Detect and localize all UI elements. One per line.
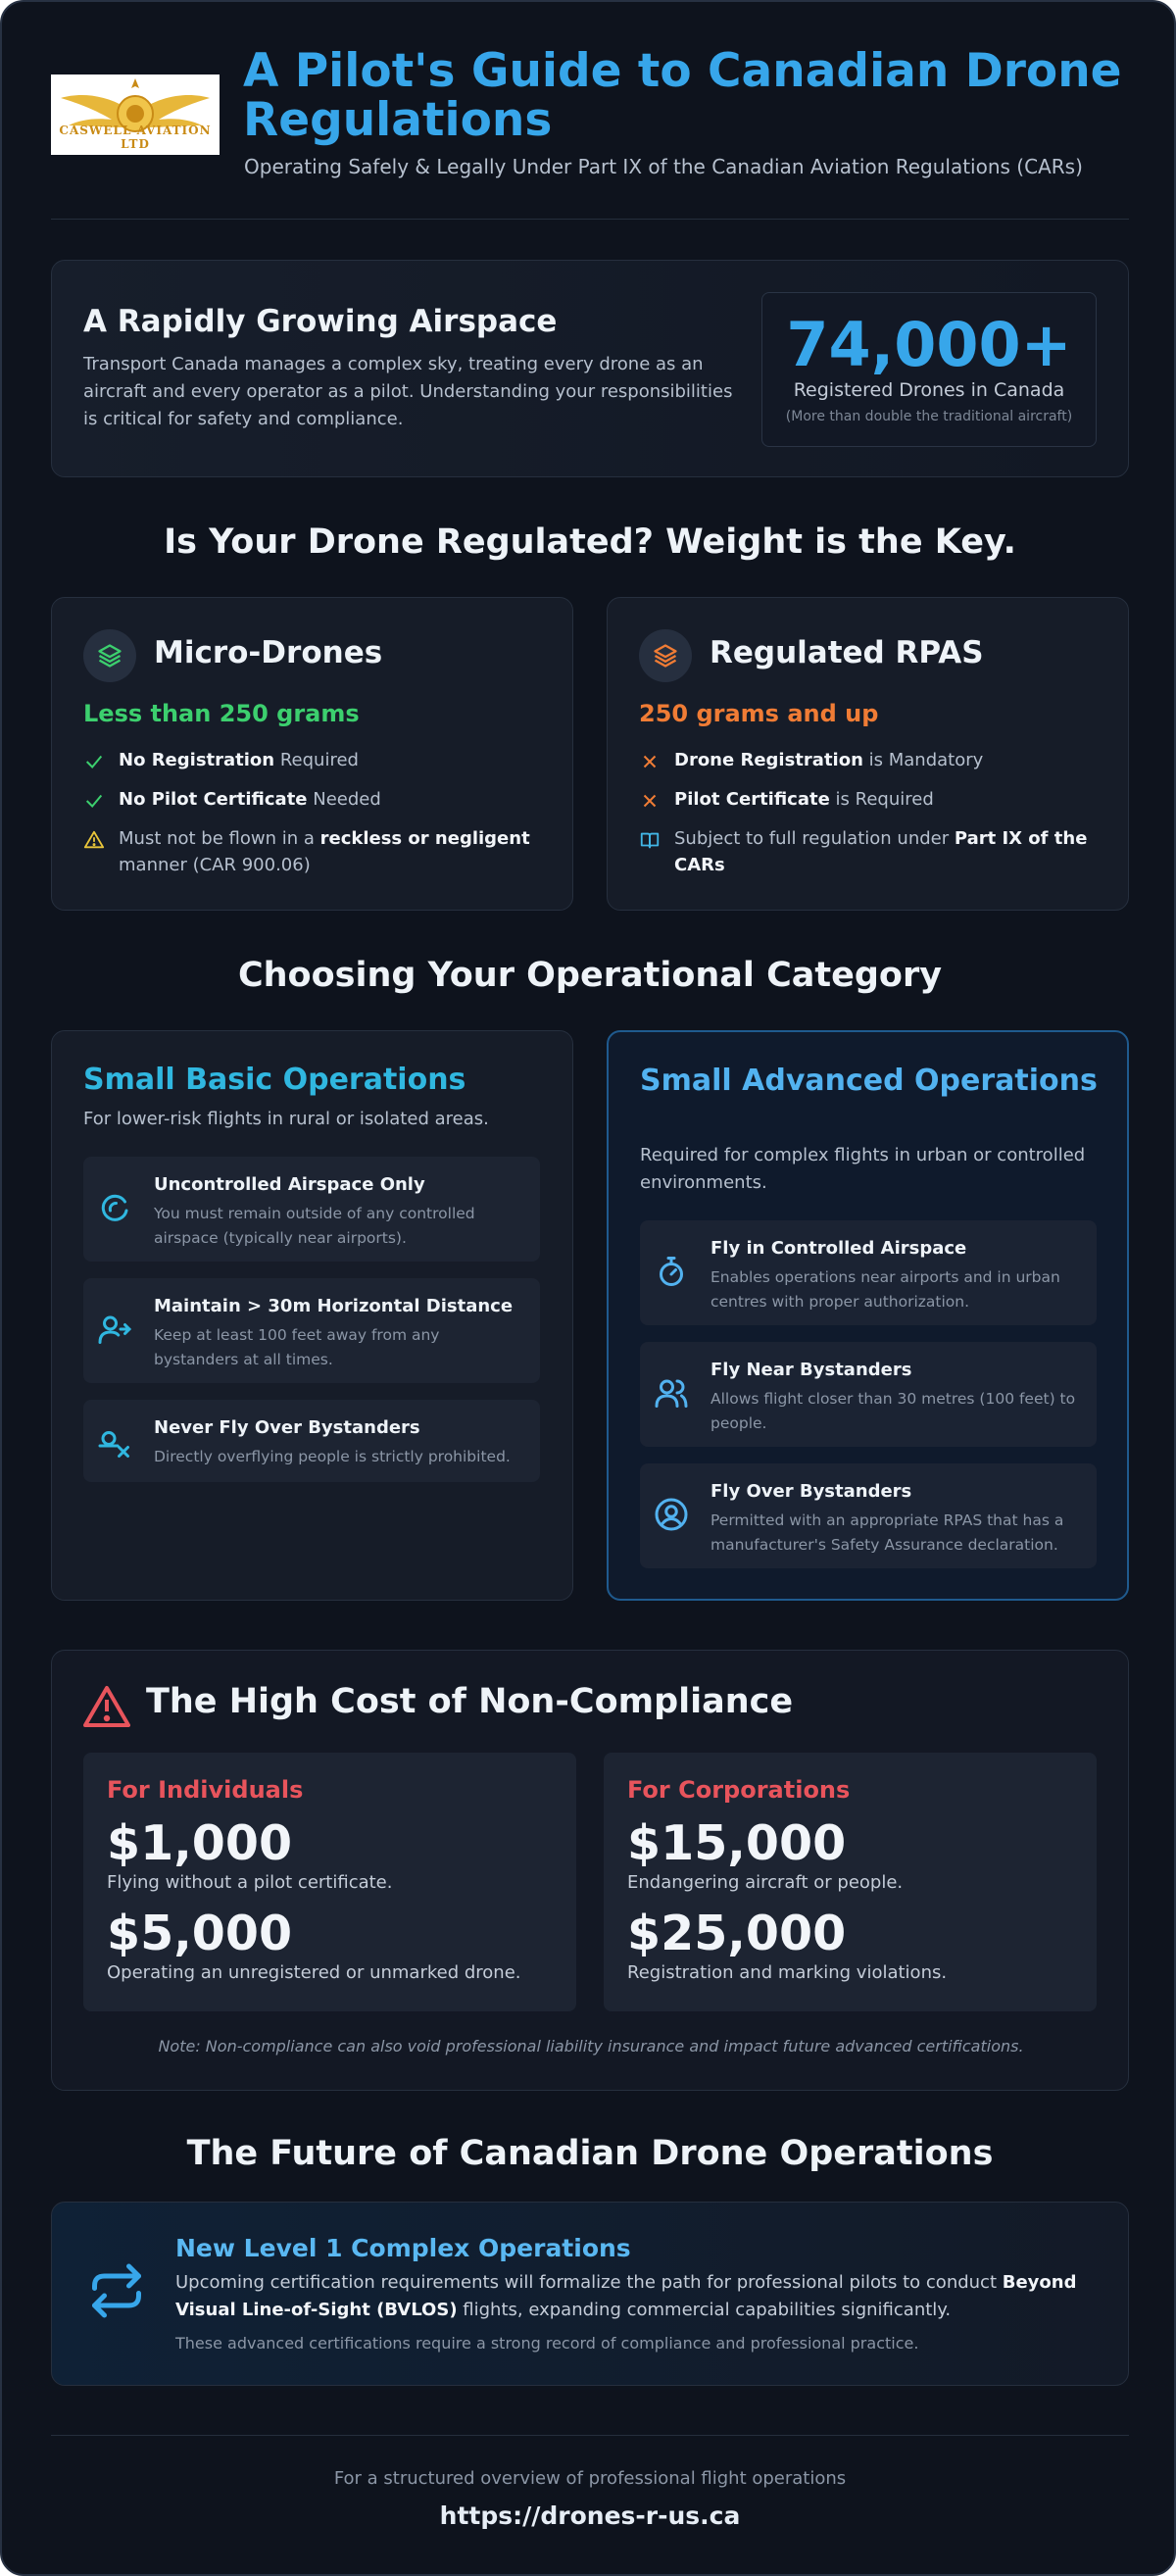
small-advanced-title: Small Advanced Operations	[640, 1064, 1098, 1098]
book-icon	[639, 829, 661, 851]
future-text: Upcoming certification requirements will formalize the path for professional pilots to conduct Beyond Visual Line-of-Sight (BVLOS) flights, expanding commercial capabilities significantly.	[175, 2272, 1077, 2320]
corporation-fines	[604, 1753, 1097, 2011]
regulated-rpas-title: Regulated RPAS	[710, 635, 984, 670]
user-circle-icon	[654, 1497, 689, 1532]
future-card	[51, 2202, 1129, 2386]
individual-fines-title: For Individuals	[107, 1776, 304, 1804]
stopwatch-icon	[654, 1254, 689, 1289]
fine-amount: $5,000	[107, 1906, 293, 1961]
small-basic-title: Small Basic Operations	[83, 1063, 466, 1097]
list-item: Maintain > 30m Horizontal Distance Keep at least 100 feet away from any bystanders at all times.	[83, 1278, 540, 1383]
logo-wordmark: CASWELL AVIATION LTD	[59, 124, 212, 151]
page-header	[51, 44, 1129, 194]
list-item: No Pilot Certificate Needed	[83, 786, 544, 813]
footer-url-link[interactable]: https://drones-r-us.ca	[439, 2502, 741, 2530]
registered-drones-stat	[761, 292, 1097, 447]
future-note: These advanced certifications require a strong record of compliance and professional practice.	[175, 2334, 919, 2353]
rpas-layers-icon	[639, 629, 692, 682]
stat-note: (More than double the traditional aircraft)	[785, 409, 1073, 424]
x-icon	[639, 790, 661, 812]
user-distance-icon	[97, 1312, 132, 1347]
micro-layers-icon	[83, 629, 136, 682]
small-advanced-description: Required for complex flights in urban or controlled environments.	[640, 1145, 1086, 1193]
footer-divider	[51, 2435, 1129, 2436]
small-advanced-card	[607, 1030, 1129, 1601]
repeat-arrows-icon	[87, 2261, 146, 2320]
no-overfly-icon	[97, 1425, 132, 1461]
list-item: Never Fly Over Bystanders Directly overflying people is strictly prohibited.	[83, 1400, 540, 1482]
penalties-card	[51, 1650, 1129, 2091]
fine-amount: $15,000	[627, 1815, 847, 1871]
micro-drones-card	[51, 597, 573, 911]
list-item: Fly Near Bystanders Allows flight closer than 30 metres (100 feet) to people.	[640, 1342, 1097, 1447]
stat-value: 74,000+	[786, 309, 1072, 380]
airspace-arc-icon	[97, 1190, 132, 1225]
small-basic-card	[51, 1030, 573, 1601]
penalties-heading: The High Cost of Non-Compliance	[146, 1682, 794, 1721]
small-basic-description: For lower-risk flights in rural or isolated areas.	[83, 1109, 489, 1129]
stat-label: Registered Drones in Canada	[793, 379, 1065, 401]
x-icon	[639, 751, 661, 772]
corporation-fines-title: For Corporations	[627, 1776, 851, 1804]
list-item: No Registration Required	[83, 747, 544, 773]
footer-line: For a structured overview of professional flight operations	[333, 2468, 847, 2489]
intro-heading: A Rapidly Growing Airspace	[83, 304, 558, 339]
micro-drones-rules	[83, 747, 544, 891]
warning-triangle-icon	[83, 1684, 130, 1727]
individual-fines	[83, 1753, 576, 2011]
fine-description: Operating an unregistered or unmarked drone.	[107, 1962, 521, 1983]
header-divider	[51, 219, 1129, 220]
future-card-title: New Level 1 Complex Operations	[175, 2234, 631, 2262]
users-icon	[654, 1375, 689, 1411]
intro-text: Transport Canada manages a complex sky, treating every drone as an aircraft and every operator as a pilot. Understanding your responsibilities is critical for safety and compliance.	[83, 354, 733, 429]
list-item: Must not be flown in a reckless or negligent manner (CAR 900.06)	[83, 825, 544, 878]
fine-amount: $25,000	[627, 1906, 847, 1961]
micro-drones-weight: Less than 250 grams	[83, 700, 360, 727]
page-subtitle: Operating Safely & Legally Under Part IX of the Canadian Aviation Regulations (CARs)	[244, 155, 1083, 178]
intro-card	[51, 260, 1129, 477]
penalties-note: Note: Non-compliance can also void professional liability insurance and impact future advanced certifications.	[158, 2037, 1024, 2056]
list-item: Fly Over Bystanders Permitted with an appropriate RPAS that has a manufacturer's Safety Assurance declaration.	[640, 1463, 1097, 1568]
weight-section-heading: Is Your Drone Regulated? Weight is the Key.	[164, 522, 1016, 562]
list-item: Drone Registration is Mandatory	[639, 747, 1100, 773]
list-item: Pilot Certificate is Required	[639, 786, 1100, 813]
check-icon	[83, 790, 105, 812]
fine-description: Registration and marking violations.	[627, 1962, 948, 1983]
company-logo	[51, 74, 220, 155]
category-section-heading: Choosing Your Operational Category	[237, 956, 943, 995]
regulated-rpas-rules	[639, 747, 1100, 891]
micro-drones-title: Micro-Drones	[154, 635, 383, 670]
list-item: Subject to full regulation under Part IX of the CARs	[639, 825, 1100, 878]
list-item: Uncontrolled Airspace Only You must remain outside of any controlled airspace (typically near airports).	[83, 1157, 540, 1262]
regulated-rpas-card	[607, 597, 1129, 911]
fine-description: Flying without a pilot certificate.	[107, 1872, 393, 1893]
regulated-rpas-weight: 250 grams and up	[639, 700, 879, 727]
fine-amount: $1,000	[107, 1815, 293, 1871]
list-item: Fly in Controlled Airspace Enables operations near airports and in urban centres with proper authorization.	[640, 1220, 1097, 1325]
page-title: A Pilot's Guide to Canadian Drone Regulations	[243, 44, 1122, 147]
fine-description: Endangering aircraft or people.	[627, 1872, 904, 1893]
warning-icon	[83, 829, 105, 851]
future-section-heading: The Future of Canadian Drone Operations	[186, 2134, 994, 2173]
check-icon	[83, 751, 105, 772]
